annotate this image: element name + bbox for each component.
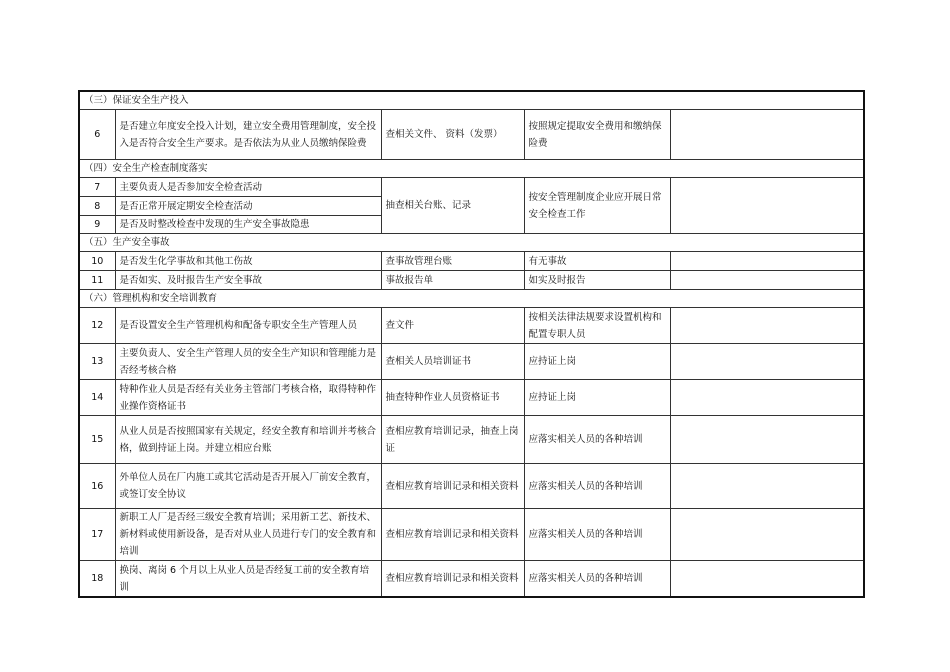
check-result: [670, 344, 864, 380]
check-item: 是否如实、及时报告生产安全事故: [115, 271, 381, 290]
check-standard: 应持证上岗: [524, 380, 670, 416]
check-method: 查相关文件、 资料（发票）: [381, 110, 524, 160]
section-title: （四）安全生产检查制度落实: [79, 160, 864, 178]
table-row: [79, 308, 864, 344]
check-item: 从业人员是否按照国家有关规定，经安全教育和培训并考核合格，做到持证上岗。并建立相应台账: [115, 416, 381, 464]
row-number: 6: [79, 110, 115, 160]
check-method: 查事故管理台账: [381, 252, 524, 271]
check-item: 是否发生化学事故和其他工伤故: [115, 252, 381, 271]
check-standard: 按安全管理制度企业应开展日常安全检查工作: [524, 178, 670, 234]
check-result: [670, 380, 864, 416]
table-row: [79, 252, 864, 271]
table-row: [79, 110, 864, 160]
row-number: 16: [79, 464, 115, 509]
row-number: 10: [79, 252, 115, 271]
row-number: 12: [79, 308, 115, 344]
check-item: 换岗、离岗 6 个月以上从业人员是否经复工前的安全教育培训: [115, 561, 381, 598]
check-standard: 应落实相关人员的各种培训: [524, 416, 670, 464]
check-method: 事故报告单: [381, 271, 524, 290]
check-method: 查相关人员培训证书: [381, 344, 524, 380]
check-standard: 应落实相关人员的各种培训: [524, 464, 670, 509]
check-item: 主要负责人是否参加安全检查活动: [115, 178, 381, 197]
check-standard: 按照规定提取安全费用和缴纳保险费: [524, 110, 670, 160]
row-number: 13: [79, 344, 115, 380]
check-standard: 应持证上岗: [524, 344, 670, 380]
row-number: 18: [79, 561, 115, 598]
check-result: [670, 509, 864, 561]
section-header-row: [79, 234, 864, 252]
table-row: [79, 464, 864, 509]
table-row: [79, 271, 864, 290]
check-result: [670, 464, 864, 509]
check-item: 特种作业人员是否经有关业务主管部门考核合格，取得特种作业操作资格证书: [115, 380, 381, 416]
table-row: [79, 416, 864, 464]
table-row: [79, 344, 864, 380]
check-item: 是否设置安全生产管理机构和配备专职安全生产管理人员: [115, 308, 381, 344]
section-header-row: [79, 290, 864, 308]
check-item: 主要负责人、安全生产管理人员的安全生产知识和管理能力是否经考核合格: [115, 344, 381, 380]
row-number: 14: [79, 380, 115, 416]
check-standard: 应落实相关人员的各种培训: [524, 509, 670, 561]
check-method: 查相应教育培训记录，抽查上岗证: [381, 416, 524, 464]
check-method: 查相应教育培训记录和相关资料: [381, 561, 524, 598]
check-item: 是否建立年度安全投入计划，建立安全费用管理制度，安全投入是否符合安全生产要求。是否依法为从业人员缴纳保险费: [115, 110, 381, 160]
table-row: [79, 380, 864, 416]
row-number: 11: [79, 271, 115, 290]
row-number: 17: [79, 509, 115, 561]
check-method: 查相应教育培训记录和相关资料: [381, 509, 524, 561]
check-result: [670, 561, 864, 598]
table-row: [79, 178, 864, 197]
section-title: （三）保证安全生产投入: [79, 91, 864, 110]
table-row: [79, 509, 864, 561]
section-header-row: [79, 160, 864, 178]
check-result: [670, 271, 864, 290]
section-title: （六）管理机构和安全培训教育: [79, 290, 864, 308]
check-method: 查文件: [381, 308, 524, 344]
check-item: 外单位人员在厂内施工或其它活动是否开展入厂前安全教育，或签订安全协议: [115, 464, 381, 509]
section-header-row: [79, 91, 864, 110]
check-item: 新职工人厂是否经三级安全教育培训；采用新工艺、新技术、新材料或使用新设备，是否对从业人员进行专门的安全教育和培训: [115, 509, 381, 561]
check-result: [670, 308, 864, 344]
check-standard: 如实及时报告: [524, 271, 670, 290]
check-result: [670, 178, 864, 234]
row-number: 7: [79, 178, 115, 197]
table-row: [79, 561, 864, 598]
check-standard: 按相关法律法规要求设置机构和配置专职人员: [524, 308, 670, 344]
check-standard: 有无事故: [524, 252, 670, 271]
check-result: [670, 416, 864, 464]
check-method: 查相应教育培训记录和相关资料: [381, 464, 524, 509]
check-result: [670, 252, 864, 271]
row-number: 9: [79, 216, 115, 234]
check-item: 是否及时整改检查中发现的生产安全事故隐患: [115, 216, 381, 234]
check-result: [670, 110, 864, 160]
check-method: 抽查相关台账、记录: [381, 178, 524, 234]
safety-checklist-table: [78, 90, 865, 598]
row-number: 8: [79, 197, 115, 216]
check-standard: 应落实相关人员的各种培训: [524, 561, 670, 598]
check-item: 是否正常开展定期安全检查活动: [115, 197, 381, 216]
check-method: 抽查特种作业人员资格证书: [381, 380, 524, 416]
row-number: 15: [79, 416, 115, 464]
section-title: （五）生产安全事故: [79, 234, 864, 252]
